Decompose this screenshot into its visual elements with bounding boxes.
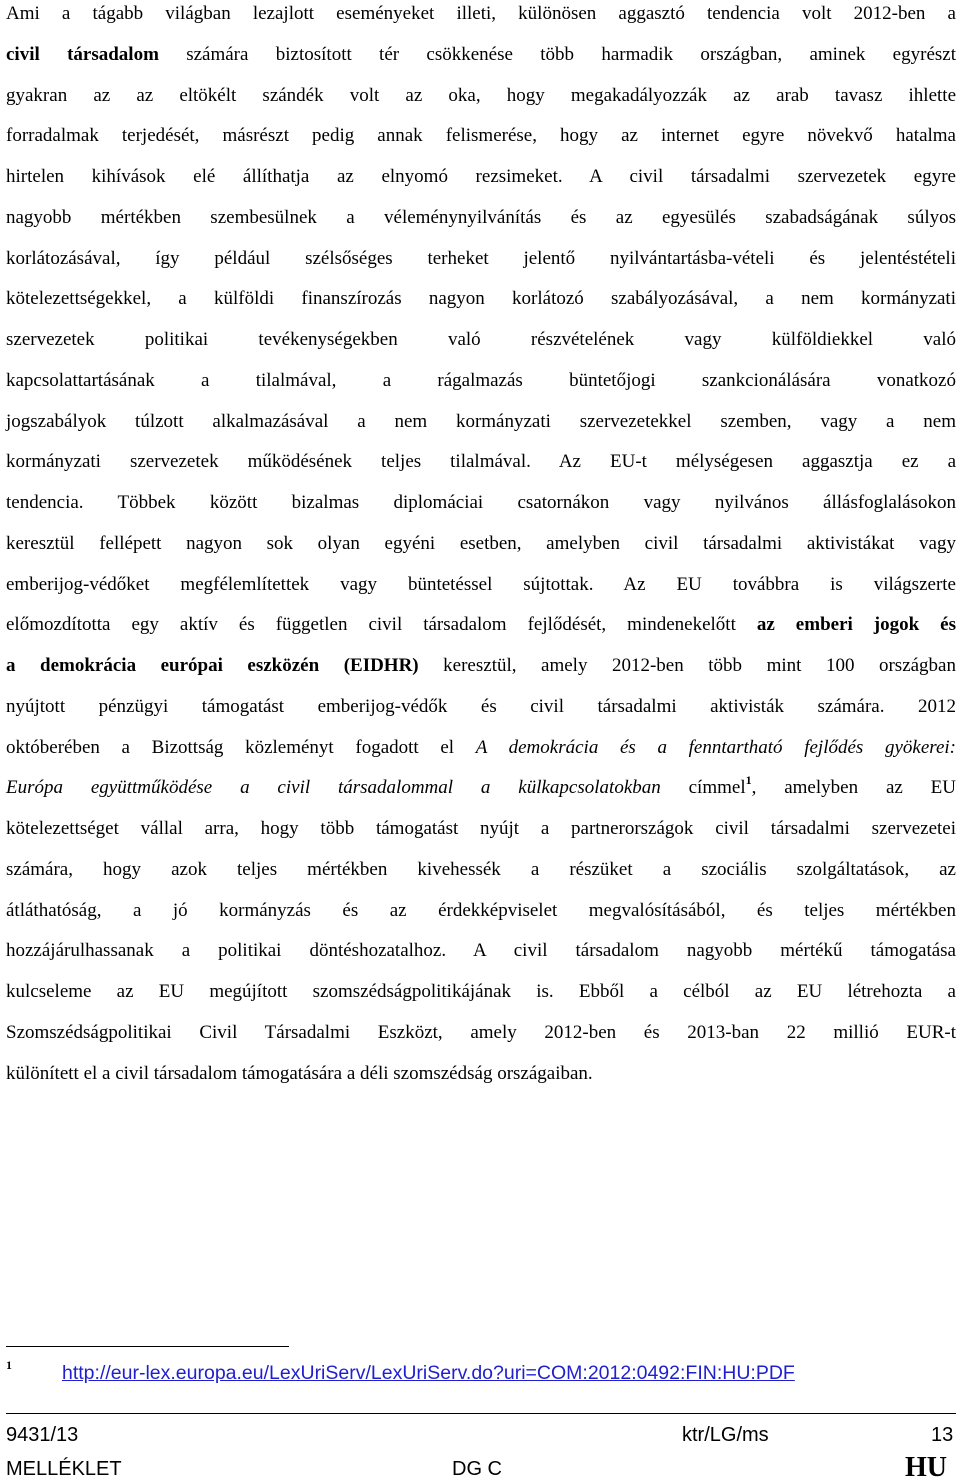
text-line (6, 279, 956, 320)
text-line (6, 809, 956, 850)
text-run: előmozdította egy aktív és független civil társadalom fejlődését, mindenekelőtt (6, 614, 757, 636)
text-run: kormányzati szervezetek működésének teljes tilalmával. Az EU-t mélységesen aggasztja ez a (6, 451, 956, 473)
body-paragraph (6, 0, 956, 1094)
text-line (6, 361, 956, 402)
footnote-separator (6, 1346, 289, 1347)
footnote (6, 1358, 956, 1388)
text-run: kulcseleme az EU megújított szomszédságpolitikájának is. Ebből a célból az EU létrehozta a (6, 981, 956, 1002)
footnote-number: 1 (6, 1358, 12, 1372)
text-line (6, 1013, 956, 1054)
text-line (6, 931, 956, 972)
bold-text: civil társadalom (6, 43, 159, 65)
text-run: keresztül fellépett nagyon sok olyan egyéni esetben, amelyben civil társadalmi aktivistákat vagy (6, 532, 956, 554)
text-line (6, 402, 956, 443)
text-line (6, 891, 956, 932)
page-number: 13 (931, 1424, 954, 1446)
footer-separator (6, 1413, 956, 1414)
text-run: gyakran az az eltökélt szándék volt az oka, hogy megakadályozzák az arab tavasz ihlette (6, 84, 956, 106)
italic-text: A demokrácia és a fenntartható fejlődés gyökerei: (475, 736, 956, 758)
text-line (6, 116, 956, 157)
text-line (6, 320, 956, 361)
text-run: keresztül, amely 2012-ben több mint 100 országban (418, 655, 956, 676)
text-run: Szomszédságpolitikai Civil Társadalmi Eszközt, amely 2012-ben és 2013-ban 22 millió EUR-t (6, 1021, 956, 1043)
text-run: szervezetek politikai tevékenységekben való részvételének vagy külföldiekkel való (6, 329, 956, 350)
text-run: Ami a tágabb világban lezajlott eseményeket illeti, különösen aggasztó tendencia volt 2012-ben a (6, 3, 956, 24)
bold-text: a demokrácia európai eszközén (EIDHR) (6, 655, 419, 676)
text-run: nyújtott pénzügyi támogatást emberijog-védők és civil társadalmi aktivisták számára. 2012 (6, 695, 956, 717)
annex-label: MELLÉKLET (6, 1458, 122, 1480)
text-run: korlátozásával, így például szélsőséges terheket jelentő nyilvántartásba-vételi és jelentéstételi (6, 247, 956, 269)
text-run: emberijog-védőket megfélemlítettek vagy büntetéssel sújtottak. Az EU továbbra is világszerte (6, 573, 956, 595)
italic-text: Európa együttműködése a civil társadalommal a külkapcsolatokban (6, 777, 661, 799)
footnote-link[interactable]: http://eur-lex.europa.eu/LexUriServ/LexUriServ.do?uri=COM:2012:0492:FIN:HU:PDF (62, 1362, 795, 1384)
text-run: nagyobb mértékben szembesülnek a véleménynyilvánítás és az egyesülés szabadságának súlyos (6, 206, 956, 228)
text-run: átláthatóság, a jó kormányzás és az érdekképviselet megvalósításából, és teljes mértékben (6, 899, 956, 921)
text-run: , amelyben az EU (751, 777, 956, 799)
text-line (6, 687, 956, 728)
text-run: különített el a civil társadalom támogatására a déli szomszédság országaiban. (6, 1062, 593, 1084)
text-line (6, 35, 956, 76)
text-line (6, 483, 956, 524)
text-line (6, 768, 956, 809)
text-run: kötelezettségekkel, a külföldi finanszírozás nagyon korlátozó szabályozásával, a nem kormányzati (6, 288, 956, 310)
text-line (6, 605, 956, 646)
text-line (6, 972, 956, 1013)
bold-text: az emberi jogok és (756, 614, 956, 636)
text-line (6, 442, 956, 483)
text-run: számára biztosított tér csökkenése több harmadik országban, aminek egyrészt (158, 43, 956, 65)
directorate-label: DG C (452, 1458, 502, 1480)
text-run: hozzájárulhassanak a politikai döntéshozatalhoz. A civil társadalom nagyobb mértékű támogatása (6, 940, 956, 962)
text-run: kapcsolattartásának a tilalmával, a rágalmazás büntetőjogi szankcionálására vonatkozó (6, 369, 956, 391)
text-run: forradalmak terjedését, másrészt pedig annak felismerése, hogy az internet egyre növekvő hatalma (6, 125, 956, 147)
text-run: hirtelen kihívások elé állíthatja az elnyomó rezsimeket. A civil társadalmi szervezetek egyre (6, 166, 956, 187)
document-code: 9431/13 (6, 1424, 79, 1446)
text-line (6, 524, 956, 565)
text-line (6, 157, 956, 198)
author-initials: ktr/LG/ms (682, 1424, 769, 1446)
text-run: októberében a Bizottság közleményt fogadott el (6, 736, 476, 758)
text-line (6, 239, 956, 280)
footnote-reference: 1 (745, 773, 752, 788)
text-run: jogszabályok túlzott alkalmazásával a nem kormányzati szervezetekkel szemben, vagy a nem (6, 410, 956, 432)
text-line (6, 850, 956, 891)
text-line (6, 728, 956, 769)
text-run: tendencia. Többek között bizalmas diplomáciai csatornákon vagy nyilvános állásfoglalásokon (6, 492, 956, 513)
text-run: címmel (660, 777, 746, 799)
text-line (6, 1054, 956, 1095)
text-line (6, 646, 956, 687)
language-code: HU (905, 1452, 947, 1483)
text-run: számára, hogy azok teljes mértékben kivehessék a részüket a szociális szolgáltatások, az (6, 858, 956, 880)
text-line (6, 76, 956, 117)
text-run: kötelezettséget vállal arra, hogy több támogatást nyújt a partnerországok civil társadalmi szervezetei (6, 818, 956, 839)
text-line (6, 198, 956, 239)
text-line (6, 565, 956, 606)
text-line (6, 0, 956, 35)
